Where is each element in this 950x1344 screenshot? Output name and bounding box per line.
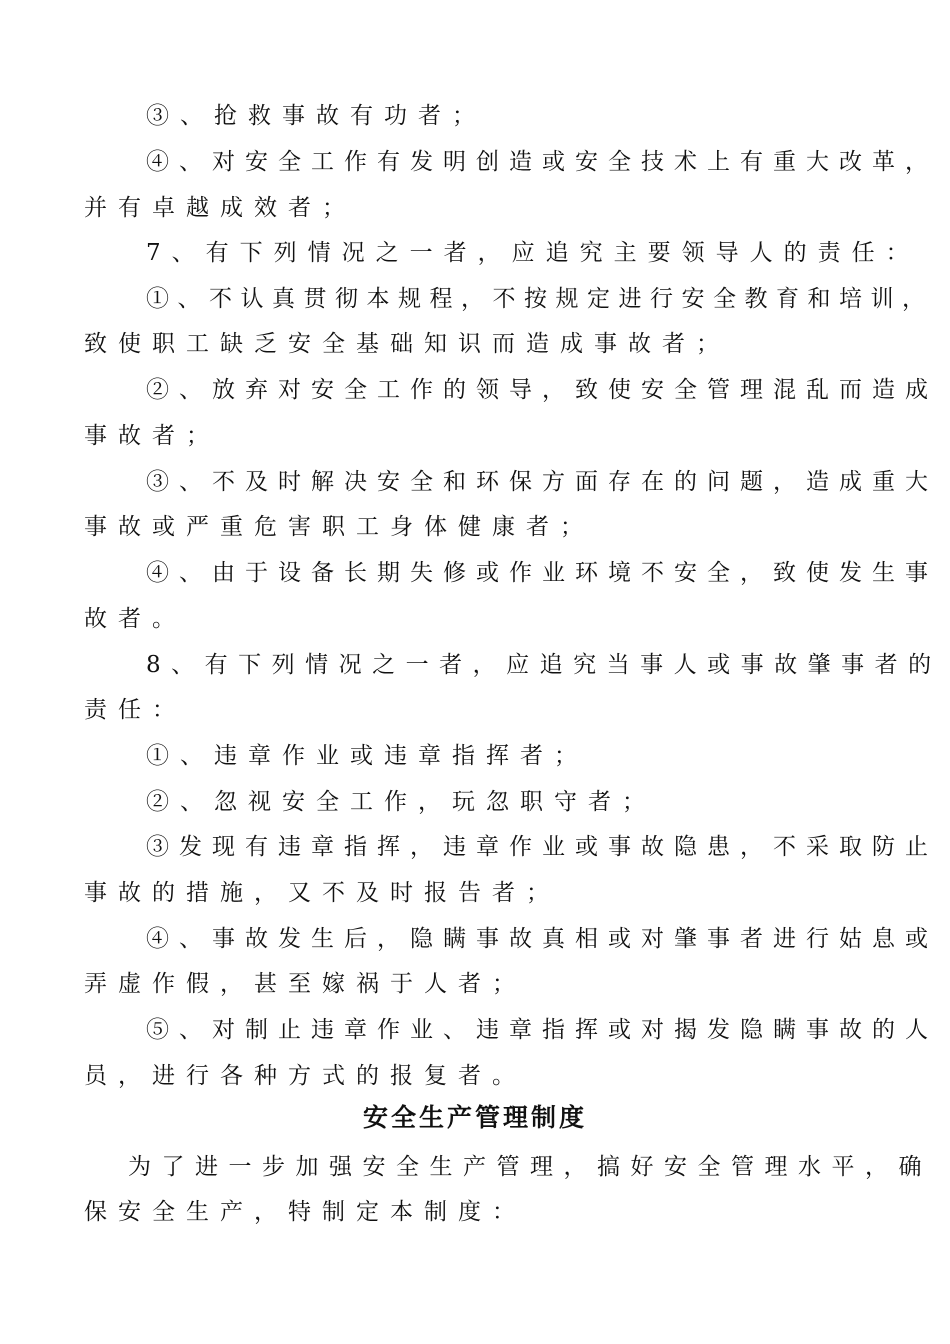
text-line: ①、违章作业或违章指挥者； <box>146 743 588 769</box>
text-line: 事故者； <box>84 423 220 449</box>
intro-line: 为了进一步加强安全生产管理，搞好安全管理水平，确 <box>128 1154 932 1180</box>
text-line: ③、不及时解决安全和环保方面存在的问题，造成重大 <box>146 469 938 495</box>
text-line: ⑤、对制止违章作业、违章指挥或对揭发隐瞒事故的人 <box>146 1017 938 1043</box>
text-line: 8、有下列情况之一者，应追究当事人或事故肇事者的 <box>146 652 942 678</box>
text-line: ③发现有违章指挥，违章作业或事故隐患，不采取防止 <box>146 834 938 860</box>
text-line: 员，进行各种方式的报复者。 <box>84 1063 526 1089</box>
text-line: 事故或严重危害职工身体健康者； <box>84 514 594 540</box>
text-line: 并有卓越成效者； <box>84 195 356 221</box>
section-title: 安全生产管理制度 <box>362 1103 587 1132</box>
text-line: 7、有下列情况之一者，应追究主要领导人的责任： <box>146 240 920 266</box>
text-line: 故者。 <box>84 606 186 632</box>
text-line: ④、事故发生后，隐瞒事故真相或对肇事者进行姑息或 <box>146 926 938 952</box>
text-line: ②、放弃对安全工作的领导，致使安全管理混乱而造成 <box>146 377 938 403</box>
text-line: ①、不认真贯彻本规程，不按规定进行安全教育和培训， <box>146 286 934 312</box>
text-line: 事故的措施，又不及时报告者； <box>84 880 560 906</box>
text-line: ④、对安全工作有发明创造或安全技术上有重大改革， <box>146 149 938 175</box>
text-line: ③、抢救事故有功者； <box>146 103 486 129</box>
intro-line: 保安全生产，特制定本制度： <box>84 1199 526 1225</box>
text-line: 弄虚作假，甚至嫁祸于人者； <box>84 971 526 997</box>
text-line: ②、忽视安全工作，玩忽职守者； <box>146 789 656 815</box>
text-line: 责任： <box>84 697 186 723</box>
text-line: 致使职工缺乏安全基础知识而造成事故者； <box>84 331 730 357</box>
text-line: ④、由于设备长期失修或作业环境不安全，致使发生事 <box>146 560 938 586</box>
